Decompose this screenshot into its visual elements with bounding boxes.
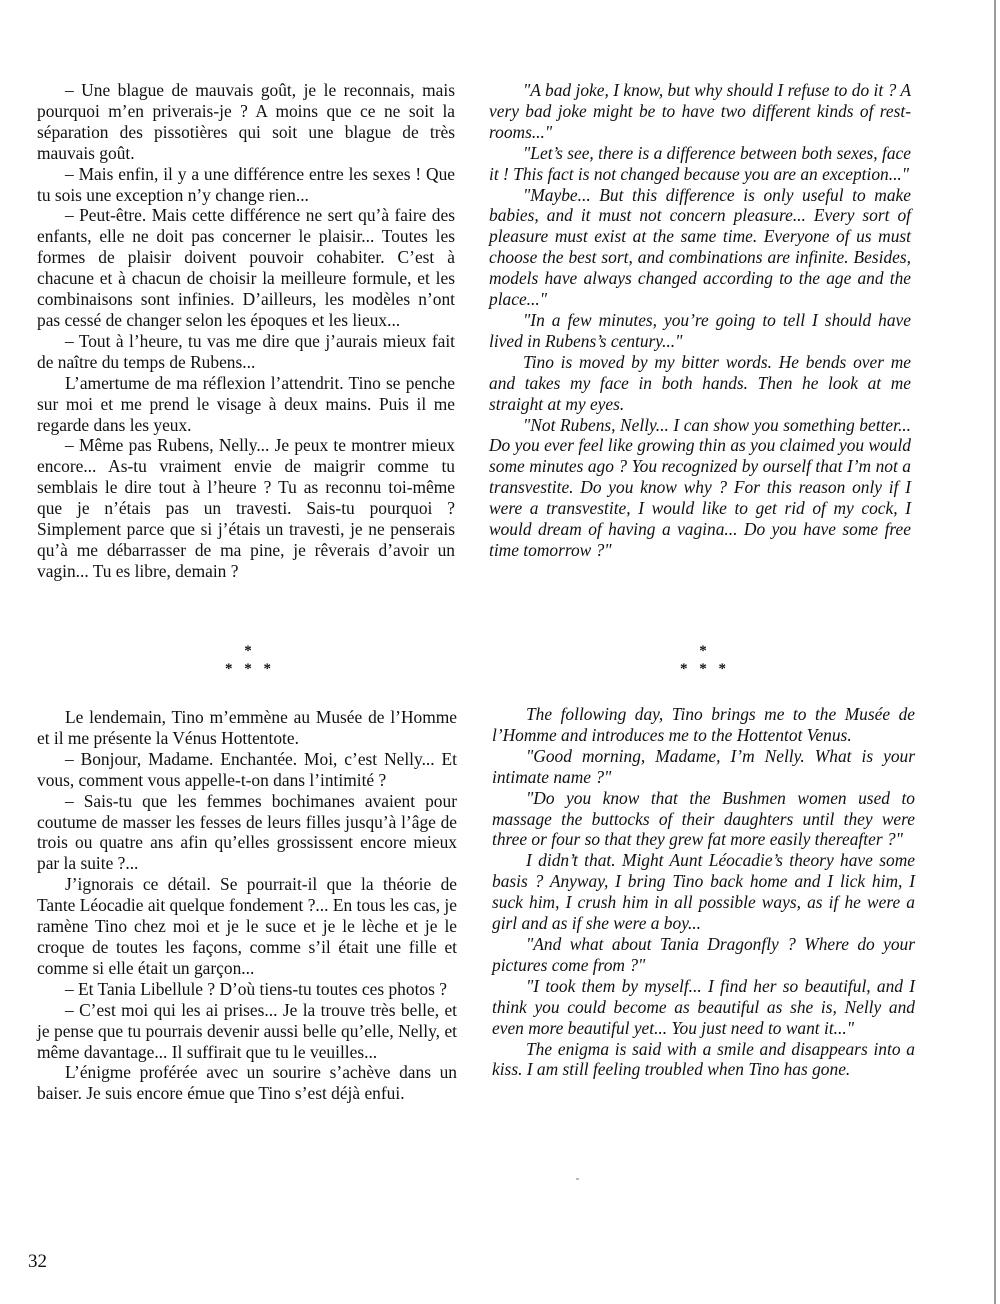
paragraph: – C’est moi qui les ai prises... Je la trouve très belle, et je pense que tu pourrais devenir aussi belle qu’elle, Nelly, et même davantage... Il suffirait que tu le veuilles... [37, 999, 457, 1062]
scan-speck [576, 1178, 579, 1180]
separator-stars: * * * [225, 661, 275, 677]
paragraph: – Même pas Rubens, Nelly... Je peux te montrer mieux encore... As-tu vraiment envie de maigrir comme tu semblais le dire tout à l’heure ? Tu as reconnu toi-même que je n’étais pas un travesti. Sais-tu pourquoi ? Simplement parce que si j’étais un travesti, je ne penserais qu’à me débarrasser de ma pine, je rêverais d’avoir un vagin... Tu es libre, demain ? [37, 435, 455, 581]
paragraph: "Not Rubens, Nelly... I can show you something better... Do you ever feel like growing thin as you claimed you would some minutes ago ? You recognized by ourself that I’m not a transvestite. Do you know why ? For this reason only if I were a transvestite, I would like to get rid of my cock, I would dream of having a vagina... Do you have some free time tomorrow ?" [489, 414, 911, 560]
english-text-bottom [492, 704, 915, 1080]
paragraph: – Bonjour, Madame. Enchantée. Moi, c’est Nelly... Et vous, comment vous appelle-t-on dans l’intimité ? [37, 748, 457, 790]
french-text-top [37, 80, 455, 582]
paragraph: J’ignorais ce détail. Se pourrait-il que la théorie de Tante Léocadie ait quelque fondement ?... En tous les cas, je ramène Tino chez moi et je le suce et je le lèche et je le croque de toutes les façons, comme s’il était une fille et comme si elle était un garçon... [37, 874, 457, 978]
paragraph: Tino is moved by my bitter words. He bends over me and takes my face in both hands. Then he look at me straight at my eyes. [489, 351, 911, 414]
paragraph: – Et Tania Libellule ? D’où tiens-tu toutes ces photos ? [65, 978, 447, 999]
section-separator-right [668, 642, 742, 678]
paragraph: "Maybe... But this difference is only useful to make babies, and it must not concern pleasure... Every sort of pleasure must exist at the same time. Everyone of us must choose the best sort, and combinations are infinite. Besides, models have always changed according to the age and the place..." [489, 184, 911, 310]
paragraph: The enigma is said with a smile and disappears into a kiss. I am still feeling troubled when Tino has gone. [492, 1038, 915, 1080]
section-separator-left [213, 642, 287, 678]
paragraph: "Let’s see, there is a difference between both sexes, face it ! This fact is not changed because you are an exception..." [489, 142, 911, 184]
paragraph: "A bad joke, I know, but why should I refuse to do it ? A very bad joke might be to have two different kinds of rest-rooms..." [489, 80, 911, 142]
paragraph: – Tout à l’heure, tu vas me dire que j’aurais mieux fait de naître du temps de Rubens... [37, 330, 455, 372]
paragraph: – Peut-être. Mais cette différence ne sert qu’à faire des enfants, elle ne doit pas concerner le plaisir... Toutes les formes de plaisir doivent pouvoir cohabiter. C’est à chacune et à chacun de choisir la meilleure formule, et les combinaisons sont infinies. D’ailleurs, les modèles n’ont pas cessé de changer selon les époques et les lieux... [37, 205, 455, 330]
paragraph: L’amertume de ma réflexion l’attendrit. Tino se penche sur moi et me prend le visage à deux mains. Puis il me regarde dans les yeux. [37, 372, 455, 435]
paragraph: Le lendemain, Tino m’emmène au Musée de l’Homme et il me présente la Vénus Hottentote. [37, 707, 457, 748]
paragraph: – Sais-tu que les femmes bochimanes avaient pour coutume de masser les fesses de leurs filles jusqu’à l’âge de trois ou quatre ans afin qu’elles grossissent encore mieux par la suite ?... [37, 790, 457, 874]
paragraph: "Good morning, Madame, I’m Nelly. What is your intimate name ?" [492, 745, 915, 787]
paragraph: "Do you know that the Bushmen women used to massage the buttocks of their daughters until they were three or four so that they grew fat more easily thereafter ?" [492, 787, 915, 850]
english-text-top [489, 80, 911, 561]
paragraph: "And what about Tania Dragonfly ? Where do your pictures come from ?" [492, 933, 915, 975]
separator-star: * [699, 643, 711, 659]
paragraph: L’énigme proférée avec un sourire s’achève dans un baiser. Je suis encore émue que Tino s’est déjà enfui. [37, 1062, 457, 1104]
paragraph: I didn’t that. Might Aunt Léocadie’s theory have some basis ? Anyway, I bring Tino back home and I lick him, I suck him, I crush him in all possible ways, as if he were a girl and as if she were a boy... [492, 850, 915, 934]
paragraph: The following day, Tino brings me to the Musée de l’Homme and introduces me to the Hottentot Venus. [492, 704, 915, 745]
paragraph: "In a few minutes, you’re going to tell I should have lived in Rubens’s century..." [489, 309, 911, 351]
separator-star: * [244, 643, 256, 659]
page-number: 32 [28, 1251, 47, 1272]
french-text-bottom [37, 707, 457, 1104]
separator-stars: * * * [680, 661, 730, 677]
paragraph: "I took them by myself... I find her so beautiful, and I think you could become as beautiful as she is, Nelly and even more beautiful yet... You just need to want it..." [492, 975, 915, 1038]
paragraph: – Mais enfin, il y a une différence entre les sexes ! Que tu sois une exception n’y change rien... [37, 163, 455, 205]
page-edge-line [994, 0, 996, 1304]
paragraph: – Une blague de mauvais goût, je le reconnais, mais pourquoi m’en priverais-je ? A moins que ce ne soit la séparation des pissotières qui soit une blague de très mauvais goût. [37, 80, 455, 163]
